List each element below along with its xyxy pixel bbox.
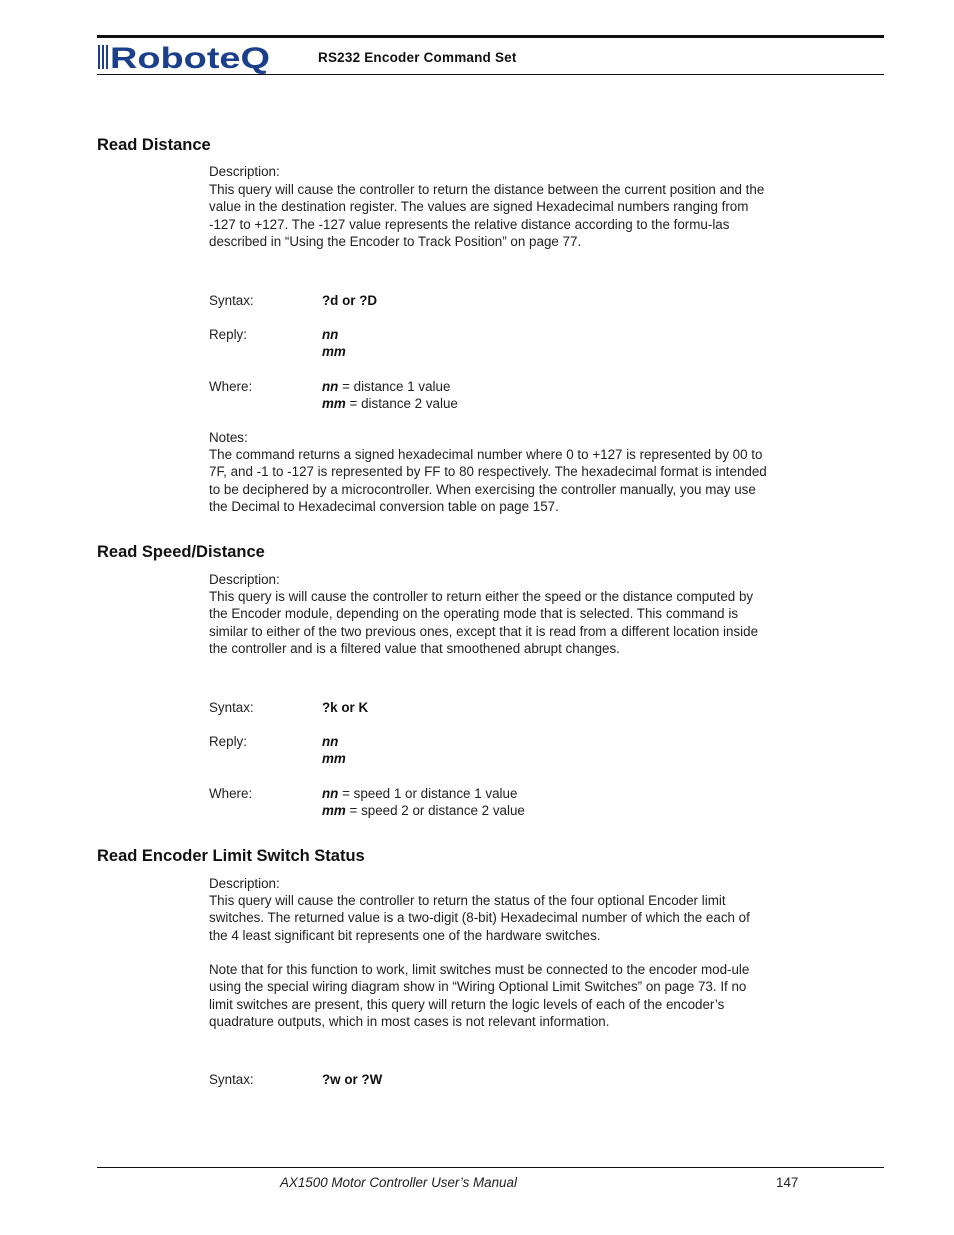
syntax-command: ?w or ?W (322, 1072, 383, 1087)
where-var: nn (322, 379, 339, 394)
page-number: 147 (776, 1175, 799, 1190)
section-heading-read-distance: Read Distance (97, 136, 211, 154)
where-desc: = distance 2 value (345, 396, 458, 412)
header-title: RS232 Encoder Command Set (318, 50, 517, 65)
description-text: This query will cause the controller to return the distance between the current position and the value in the destination register. The values are signed Hexadecimal numbers ranging from -127 to +127. The -127 value represents the relative distance according to the formu-las described in “Using the Encoder to Track Position” on page 77. (209, 182, 765, 249)
syntax-label: Syntax: (209, 700, 254, 715)
notes-text: The command returns a signed hexadecimal number where 0 to +127 is represented by 00 to 7F, and -1 to -127 is represented by FF to 80 respectively. The hexadecimal format is intended to be deciphered by a microcontroller. When exercising the controller manually, you may use the Decimal to Hexadecimal conversion table on page 157. (209, 447, 767, 514)
footer-rule (97, 1167, 884, 1168)
reply-var: nn (322, 327, 339, 342)
where-desc: = speed 1 or distance 1 value (338, 786, 518, 801)
reply-var: mm (322, 751, 346, 767)
description-label: Description: (209, 164, 280, 179)
syntax-label: Syntax: (209, 293, 254, 308)
where-desc: = distance 1 value (338, 379, 451, 394)
footer-manual-title: AX1500 Motor Controller User’s Manual (280, 1175, 517, 1190)
syntax-command: ?k or K (322, 700, 369, 715)
syntax-label: Syntax: (209, 1072, 254, 1087)
description-text: This query is will cause the controller to return either the speed or the distance computed by the Encoder module, depending on the operating mode that is selected. This command is similar to either of the two previous ones, except that it is read from a different location inside the controller and is a filtered value that smoothened abrupt changes. (209, 589, 759, 656)
syntax-command: ?d or ?D (322, 293, 378, 308)
description-text: This query will cause the controller to return the status of the four optional Encoder limit switches. The returned value is a two-digit (8-bit) Hexadecimal number of which the each of the 4 least significant bit represents one of the hardware switches. (209, 893, 750, 943)
section-heading-read-speed-distance: Read Speed/Distance (97, 543, 265, 561)
where-var: mm (322, 803, 346, 819)
where-var: nn (322, 786, 339, 801)
reply-var: mm (322, 344, 346, 360)
logo-text: RoboteQ (110, 42, 270, 74)
where-label: Where: (209, 379, 253, 394)
description-label: Description: (209, 572, 280, 587)
reply-label: Reply: (209, 734, 247, 749)
section-heading-read-encoder-limit-switch-status: Read Encoder Limit Switch Status (97, 847, 365, 865)
reply-label: Reply: (209, 327, 247, 342)
notes-label: Notes: (209, 430, 248, 445)
roboteq-logo (97, 40, 275, 74)
where-label: Where: (209, 786, 253, 801)
reply-var: nn (322, 734, 339, 749)
header-bottom-rule (97, 74, 884, 75)
where-desc: = speed 2 or distance 2 value (345, 803, 525, 819)
header-top-rule (97, 35, 884, 38)
where-var: mm (322, 396, 346, 412)
description-label: Description: (209, 876, 280, 891)
limit-switch-note: Note that for this function to work, limit switches must be connected to the encoder mod-ule using the special wiring diagram show in “Wiring Optional Limit Switches” on page 73. If no limit switches are present, this query will return the logic levels of each of the encoder’s quadrature outputs, which in most cases is not relevant information. (209, 962, 750, 1029)
